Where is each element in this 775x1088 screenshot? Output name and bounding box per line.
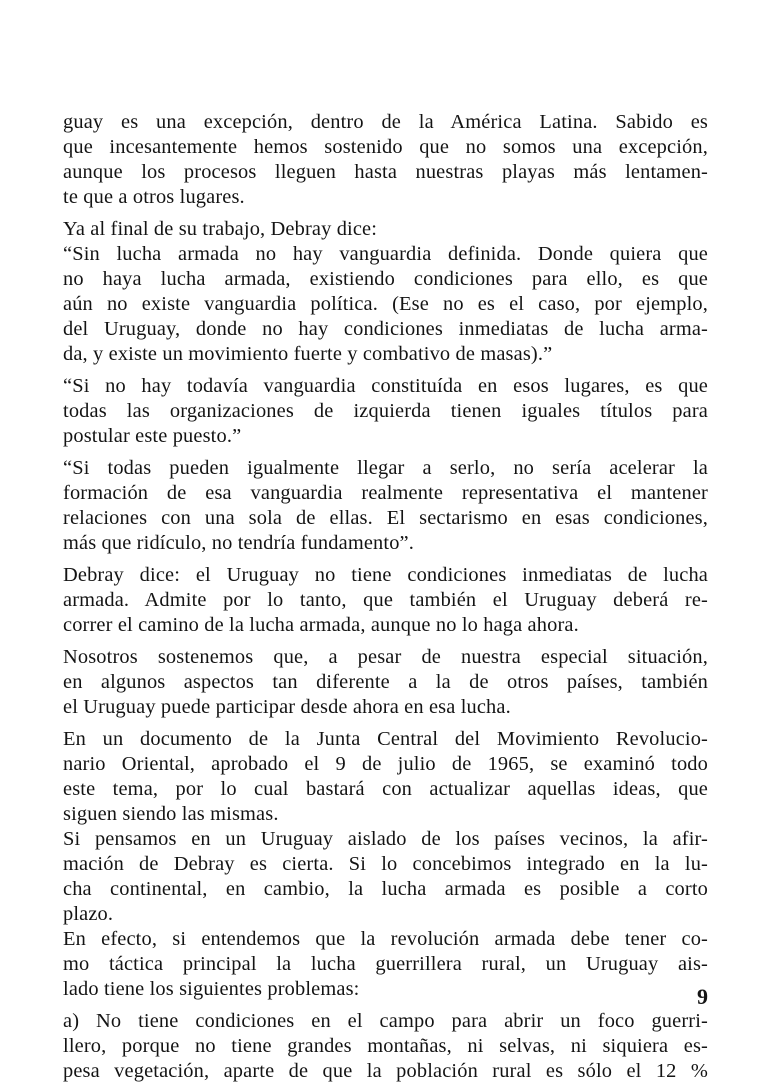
text-line: mación de Debray es cierta. Si lo concebimos integrado en la lu- bbox=[63, 853, 708, 875]
text-line: En un documento de la Junta Central del Movimiento Revolucio- bbox=[63, 728, 708, 750]
text-line: cha continental, en cambio, la lucha armada es posible a corto bbox=[63, 878, 708, 900]
text-line: aunque los procesos lleguen hasta nuestras playas más lentamen- bbox=[63, 161, 708, 183]
paragraph bbox=[63, 645, 708, 720]
text-line: en algunos aspectos tan diferente a la de otros países, también bbox=[63, 671, 708, 693]
text-line: Ya al final de su trabajo, Debray dice: bbox=[63, 218, 378, 240]
paragraph bbox=[63, 827, 708, 927]
text-line: lado tiene los siguientes problemas: bbox=[63, 978, 360, 1000]
paragraph bbox=[63, 456, 708, 556]
text-line: En efecto, si entendemos que la revolución armada debe tener co- bbox=[63, 928, 708, 950]
text-line: postular este puesto.” bbox=[63, 425, 242, 447]
paragraph bbox=[63, 927, 708, 1002]
text-line: el Uruguay puede participar desde ahora en esa lucha. bbox=[63, 696, 511, 718]
text-line: “Si no hay todavía vanguardia constituída en esos lugares, es que bbox=[63, 375, 708, 397]
paragraph bbox=[63, 110, 708, 210]
text-line: armada. Admite por lo tanto, que también el Uruguay deberá re- bbox=[63, 589, 708, 611]
paragraph bbox=[63, 374, 708, 449]
text-line: nario Oriental, aprobado el 9 de julio de 1965, se examinó todo bbox=[63, 753, 708, 775]
text-line: Nosotros sostenemos que, a pesar de nuestra especial situación, bbox=[63, 646, 708, 668]
text-line: siguen siendo las mismas. bbox=[63, 803, 279, 825]
text-line: “Sin lucha armada no hay vanguardia definida. Donde quiera que bbox=[63, 243, 708, 265]
text-line: “Si todas pueden igualmente llegar a serlo, no sería acelerar la bbox=[63, 457, 708, 479]
page-number: 9 bbox=[697, 984, 708, 1009]
text-line: mo táctica principal la lucha guerrillera rural, un Uruguay ais- bbox=[63, 953, 708, 975]
text-line: no haya lucha armada, existiendo condiciones para ello, es que bbox=[63, 268, 708, 290]
text-line: relaciones con una sola de ellas. El sectarismo en esas condiciones, bbox=[63, 507, 708, 529]
text-line: del Uruguay, donde no hay condiciones inmediatas de lucha arma- bbox=[63, 318, 708, 340]
text-line: te que a otros lugares. bbox=[63, 186, 245, 208]
text-line: todas las organizaciones de izquierda tienen iguales títulos para bbox=[63, 400, 708, 422]
text-line: pesa vegetación, aparte de que la población rural es sólo el 12 % bbox=[63, 1060, 708, 1082]
paragraph bbox=[63, 217, 708, 367]
paragraph bbox=[63, 1009, 708, 1084]
text-line: Debray dice: el Uruguay no tiene condiciones inmediatas de lucha bbox=[63, 564, 708, 586]
body-text bbox=[63, 110, 708, 1084]
text-line: guay es una excepción, dentro de la América Latina. Sabido es bbox=[63, 111, 708, 133]
paragraph bbox=[63, 727, 708, 827]
text-line: más que ridículo, no tendría fundamento”. bbox=[63, 532, 414, 554]
text-line: plazo. bbox=[63, 903, 114, 925]
paragraph bbox=[63, 563, 708, 638]
text-line: llero, porque no tiene grandes montañas, ni selvas, ni siquiera es- bbox=[63, 1035, 708, 1057]
text-line: a) No tiene condiciones en el campo para abrir un foco guerri- bbox=[63, 1010, 708, 1032]
text-line: este tema, por lo cual bastará con actualizar aquellas ideas, que bbox=[63, 778, 708, 800]
text-line: formación de esa vanguardia realmente representativa el mantener bbox=[63, 482, 708, 504]
text-line: aún no existe vanguardia política. (Ese no es el caso, por ejemplo, bbox=[63, 293, 708, 315]
text-line: correr el camino de la lucha armada, aunque no lo haga ahora. bbox=[63, 614, 579, 636]
text-line: que incesantemente hemos sostenido que no somos una excepción, bbox=[63, 136, 708, 158]
text-line: da, y existe un movimiento fuerte y combativo de masas).” bbox=[63, 343, 553, 365]
text-line: Si pensamos en un Uruguay aislado de los países vecinos, la afir- bbox=[63, 828, 708, 850]
